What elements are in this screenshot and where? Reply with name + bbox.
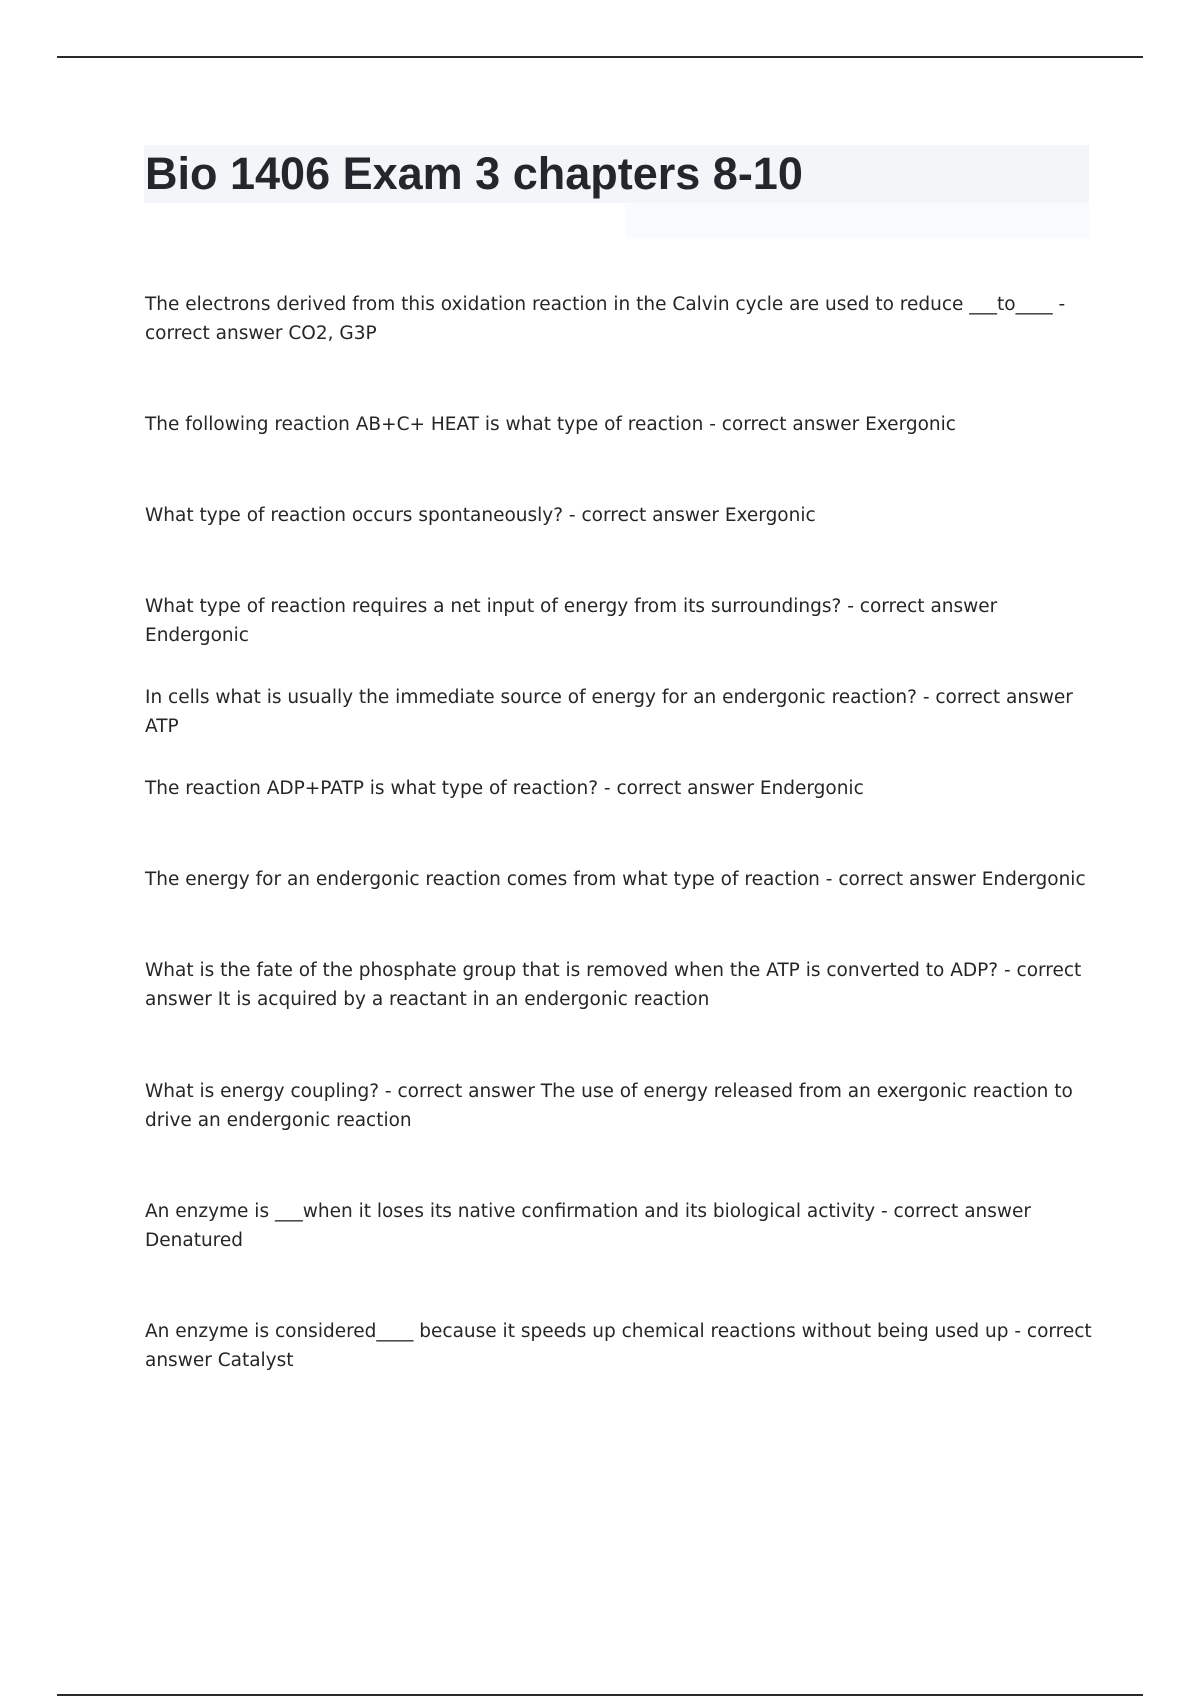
qa-item: What type of reaction occurs spontaneously? - correct answer Exergonic xyxy=(145,505,816,526)
qa-item: In cells what is usually the immediate source of energy for an endergonic reaction? - correct answer ATP xyxy=(145,687,1073,737)
title-highlight-shadow xyxy=(625,203,1089,239)
qa-item: The electrons derived from this oxidation reaction in the Calvin cycle are used to reduce ___to____ - correct answer CO2, G3P xyxy=(145,294,1066,344)
qa-item: An enzyme is ___when it loses its native confirmation and its biological activity - correct answer Denatured xyxy=(145,1201,1032,1251)
document-title: Bio 1406 Exam 3 chapters 8-10 xyxy=(145,148,803,199)
qa-item: What type of reaction requires a net input of energy from its surroundings? - correct answer Endergonic xyxy=(145,596,998,646)
qa-item: The following reaction AB+C+ HEAT is what type of reaction - correct answer Exergonic xyxy=(145,414,956,435)
top-rule xyxy=(57,56,1143,58)
qa-item: The reaction ADP+PATP is what type of reaction? - correct answer Endergonic xyxy=(145,778,864,799)
qa-item: The energy for an endergonic reaction comes from what type of reaction - correct answer Endergonic xyxy=(145,869,1086,890)
qa-item: What is the fate of the phosphate group that is removed when the ATP is converted to ADP? - correct answer It is acquired by a reactant in an endergonic reaction xyxy=(145,960,1082,1010)
qa-item: An enzyme is considered____ because it speeds up chemical reactions without being used up - correct answer Catalyst xyxy=(145,1321,1092,1371)
bottom-rule xyxy=(57,1694,1143,1696)
qa-item: What is energy coupling? - correct answer The use of energy released from an exergonic reaction to drive an endergonic reaction xyxy=(145,1081,1073,1131)
